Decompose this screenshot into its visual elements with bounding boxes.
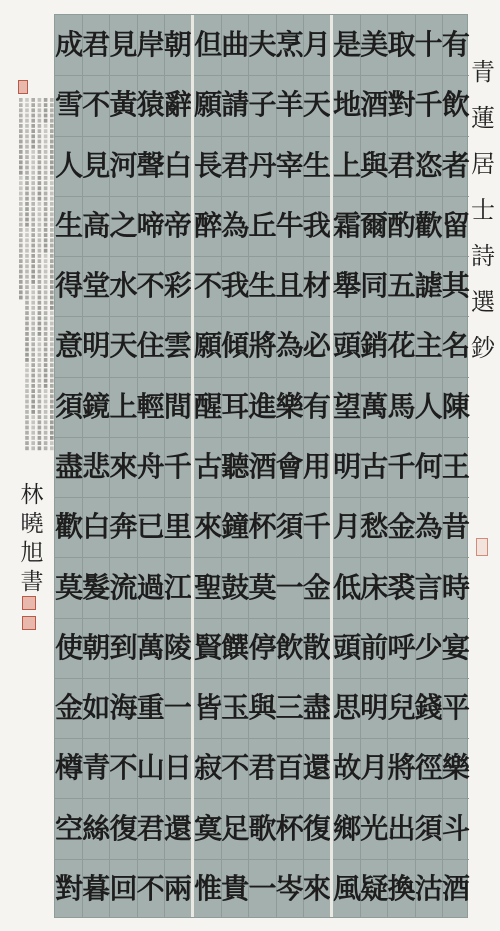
seal-script-character: 盡 <box>302 691 330 725</box>
seal-script-character: 斗 <box>441 811 469 845</box>
seal-script-character: 玉 <box>221 691 249 725</box>
signature-character: 旭 <box>20 540 44 566</box>
seal-script-character: 古 <box>194 449 222 483</box>
seal-script-character: 生 <box>302 148 330 182</box>
seal-script-character: 前 <box>360 630 388 664</box>
seal-script-character: 取 <box>387 28 415 62</box>
seal-script-character: 者 <box>441 148 469 182</box>
seal-script-character: 丘 <box>248 208 276 242</box>
seal-script-character: 烹 <box>275 28 303 62</box>
seal-script-character: 願 <box>194 88 222 122</box>
seal-script-character: 到 <box>109 630 137 664</box>
seal-script-character: 千 <box>163 449 191 483</box>
seal-script-character: 上 <box>109 389 137 423</box>
seal-script-character: 有 <box>441 28 469 62</box>
seal-script-character: 悲 <box>82 449 110 483</box>
seal-script-character: 不 <box>221 751 249 785</box>
seal-script-character: 盡 <box>55 449 83 483</box>
seal-script-character: 疑 <box>360 871 388 905</box>
seal-script-character: 空 <box>55 811 83 845</box>
seal-script-character: 陳 <box>441 389 469 423</box>
seal-script-character: 天 <box>109 329 137 363</box>
seal-script-character: 鼓 <box>221 570 249 604</box>
seal-script-character: 金 <box>302 570 330 604</box>
seal-script-character: 君 <box>82 28 110 62</box>
seal-script-character: 來 <box>302 871 330 905</box>
seal-script-character: 古 <box>360 449 388 483</box>
seal-script-character: 願 <box>194 329 222 363</box>
seal-script-character: 宰 <box>275 148 303 182</box>
seal-script-character: 須 <box>275 510 303 544</box>
seal-script-character: 聽 <box>221 449 249 483</box>
seal-script-character: 帝 <box>163 208 191 242</box>
signature-character: 書 <box>20 569 44 595</box>
seal-script-character: 過 <box>136 570 164 604</box>
seal-script-character: 皆 <box>194 691 222 725</box>
seal-script-character: 三 <box>275 691 303 725</box>
seal-script-character: 恣 <box>414 148 442 182</box>
seal-script-character: 足 <box>221 811 249 845</box>
seal-script-character: 金 <box>55 691 83 725</box>
seal-script-character: 賢 <box>194 630 222 664</box>
seal-script-character: 不 <box>136 269 164 303</box>
seal-script-character: 用 <box>302 449 330 483</box>
seal-script-character: 河 <box>109 148 137 182</box>
seal-script-character: 曲 <box>221 28 249 62</box>
seal-script-character: 舟 <box>136 449 164 483</box>
seal-script-character: 徑 <box>414 751 442 785</box>
seal-script-character: 牛 <box>275 208 303 242</box>
seal-script-character: 爾 <box>360 208 388 242</box>
seal-script-character: 之 <box>109 208 137 242</box>
seal-script-character: 鄉 <box>333 811 361 845</box>
seal-script-character: 平 <box>441 691 469 725</box>
title-seal <box>476 538 488 556</box>
seal-script-character: 意 <box>55 329 83 363</box>
seal-script-character: 少 <box>414 630 442 664</box>
seal-script-character: 與 <box>360 148 388 182</box>
seal-script-character: 宴 <box>441 630 469 664</box>
seal-script-character: 君 <box>387 148 415 182</box>
seal-script-character: 雪 <box>55 88 83 122</box>
seal-script-character: 為 <box>275 329 303 363</box>
seal-script-character: 同 <box>360 269 388 303</box>
seal-script-character: 謔 <box>414 269 442 303</box>
seal-script-character: 海 <box>109 691 137 725</box>
seal-script-character: 朝 <box>82 630 110 664</box>
seal-script-character: 鏡 <box>82 389 110 423</box>
seal-script-character: 一 <box>163 691 191 725</box>
seal-script-character: 鐘 <box>221 510 249 544</box>
seal-script-character: 呼 <box>387 630 415 664</box>
seal-script-character: 我 <box>221 269 249 303</box>
seal-script-character: 將 <box>248 329 276 363</box>
seal-script-character: 酒 <box>441 871 469 905</box>
seal-script-character: 已 <box>136 510 164 544</box>
seal-script-character: 重 <box>136 691 164 725</box>
seal-script-character: 天 <box>302 88 330 122</box>
signature-character: 林 <box>20 482 44 508</box>
seal-script-character: 萬 <box>136 630 164 664</box>
seal-script-character: 為 <box>221 208 249 242</box>
seal-script-character: 君 <box>221 148 249 182</box>
seal-script-character: 猿 <box>136 88 164 122</box>
seal-script-character: 莫 <box>248 570 276 604</box>
seal-script-character: 進 <box>248 389 276 423</box>
title-character: 居 <box>471 150 495 178</box>
seal-script-character: 兩 <box>163 871 191 905</box>
seal-script-character: 我 <box>302 208 330 242</box>
seal-script-character: 一 <box>275 570 303 604</box>
seal-script-character: 如 <box>82 691 110 725</box>
seal-script-character: 江 <box>163 570 191 604</box>
signature-block <box>17 484 47 600</box>
seal-script-character: 愁 <box>360 510 388 544</box>
seal-script-character: 沽 <box>414 871 442 905</box>
seal-script-character: 明 <box>360 691 388 725</box>
seal-script-character: 換 <box>387 871 415 905</box>
seal-script-character: 風 <box>333 871 361 905</box>
seal-script-character: 主 <box>414 329 442 363</box>
inscription-block <box>14 96 54 456</box>
title-character: 士 <box>471 196 495 224</box>
seal-script-character: 見 <box>109 28 137 62</box>
seal-script-character: 白 <box>163 148 191 182</box>
seal-script-character: 為 <box>414 510 442 544</box>
seal-script-character: 霜 <box>333 208 361 242</box>
seal-script-character: 輕 <box>136 389 164 423</box>
seal-script-character: 長 <box>194 148 222 182</box>
title-character: 鈔 <box>471 334 495 362</box>
seal-script-character: 停 <box>248 630 276 664</box>
seal-script-character: 使 <box>55 630 83 664</box>
seal-script-character: 美 <box>360 28 388 62</box>
seal-script-character: 岸 <box>136 28 164 62</box>
seal-script-character: 復 <box>109 811 137 845</box>
seal-script-character: 光 <box>360 811 388 845</box>
seal-script-character: 頭 <box>333 329 361 363</box>
seal-script-character: 月 <box>360 751 388 785</box>
seal-script-character: 啼 <box>136 208 164 242</box>
seal-script-character: 間 <box>163 389 191 423</box>
seal-script-character: 時 <box>441 570 469 604</box>
seal-script-character: 明 <box>333 449 361 483</box>
seal-script-character: 辭 <box>163 88 191 122</box>
seal-script-character: 羊 <box>275 88 303 122</box>
seal-script-character: 還 <box>302 751 330 785</box>
seal-script-character: 丹 <box>248 148 276 182</box>
seal-script-character: 歡 <box>414 208 442 242</box>
seal-script-character: 歌 <box>248 811 276 845</box>
seal-script-character: 來 <box>194 510 222 544</box>
seal-script-character: 頭 <box>333 630 361 664</box>
seal-script-character: 饌 <box>221 630 249 664</box>
seal-script-character: 不 <box>136 871 164 905</box>
seal-script-character: 千 <box>302 510 330 544</box>
seal-script-character: 聖 <box>194 570 222 604</box>
seal-script-character: 出 <box>387 811 415 845</box>
seal-script-character: 一 <box>248 871 276 905</box>
title-character: 蓮 <box>471 104 495 132</box>
seal-script-character: 成 <box>55 28 83 62</box>
seal-script-character: 會 <box>275 449 303 483</box>
seal-script-character: 必 <box>302 329 330 363</box>
seal-script-character: 里 <box>163 510 191 544</box>
title-character: 詩 <box>471 242 495 270</box>
seal-script-character: 絲 <box>82 811 110 845</box>
seal-script-character: 堂 <box>82 269 110 303</box>
seal-script-character: 白 <box>82 510 110 544</box>
seal-script-character: 還 <box>163 811 191 845</box>
seal-script-character: 醒 <box>194 389 222 423</box>
seal-script-character: 飲 <box>441 88 469 122</box>
seal-script-character: 月 <box>302 28 330 62</box>
seal-script-character: 朝 <box>163 28 191 62</box>
seal-script-character: 月 <box>333 510 361 544</box>
seal-script-character: 人 <box>414 389 442 423</box>
seal-script-character: 花 <box>387 329 415 363</box>
seal-script-character: 百 <box>275 751 303 785</box>
seal-script-character: 何 <box>414 449 442 483</box>
seal-script-character: 樽 <box>55 751 83 785</box>
seal-script-character: 須 <box>55 389 83 423</box>
seal-script-character: 奔 <box>109 510 137 544</box>
seal-script-character: 不 <box>82 88 110 122</box>
seal-script-character: 回 <box>109 871 137 905</box>
seal-script-character: 酌 <box>387 208 415 242</box>
seal-script-character: 杯 <box>248 510 276 544</box>
seal-script-character: 惟 <box>194 871 222 905</box>
seal-script-character: 王 <box>441 449 469 483</box>
title-character: 青 <box>471 58 495 86</box>
seal-script-character: 將 <box>387 751 415 785</box>
seal-script-character: 對 <box>387 88 415 122</box>
seal-script-character: 銷 <box>360 329 388 363</box>
seal-script-character: 不 <box>109 751 137 785</box>
seal-script-character: 五 <box>387 269 415 303</box>
seal-script-character: 黃 <box>109 88 137 122</box>
seal-script-character: 子 <box>248 88 276 122</box>
seal-script-character: 散 <box>302 630 330 664</box>
seal-script-character: 高 <box>82 208 110 242</box>
seal-script-character: 是 <box>333 28 361 62</box>
seal-script-character: 須 <box>414 811 442 845</box>
seal-script-character: 材 <box>302 269 330 303</box>
seal-script-character: 樂 <box>275 389 303 423</box>
title-character: 選 <box>471 288 495 316</box>
seal-script-character: 馬 <box>387 389 415 423</box>
seal-script-character: 山 <box>136 751 164 785</box>
seal-script-character: 流 <box>109 570 137 604</box>
seal-script-character: 君 <box>136 811 164 845</box>
seal-script-character: 與 <box>248 691 276 725</box>
seal-script-character: 見 <box>82 148 110 182</box>
seal-script-character: 裘 <box>387 570 415 604</box>
seal-script-character: 寞 <box>194 811 222 845</box>
seal-script-character: 人 <box>55 148 83 182</box>
seal-script-character: 髮 <box>82 570 110 604</box>
seal-script-character: 水 <box>109 269 137 303</box>
title-column <box>466 60 500 382</box>
artist-seal-2 <box>22 616 36 630</box>
seal-script-character: 醉 <box>194 208 222 242</box>
seal-script-character: 飲 <box>275 630 303 664</box>
seal-script-character: 彩 <box>163 269 191 303</box>
seal-script-character: 千 <box>387 449 415 483</box>
seal-script-character: 莫 <box>55 570 83 604</box>
seal-script-character: 昔 <box>441 510 469 544</box>
seal-script-character: 且 <box>275 269 303 303</box>
signature-character: 曉 <box>20 511 44 537</box>
seal-script-character: 來 <box>109 449 137 483</box>
seal-script-character: 金 <box>387 510 415 544</box>
seal-script-character: 兒 <box>387 691 415 725</box>
seal-script-character: 不 <box>194 269 222 303</box>
seal-script-character: 十 <box>414 28 442 62</box>
seal-script-character: 陵 <box>163 630 191 664</box>
seal-script-character: 傾 <box>221 329 249 363</box>
seal-script-character: 萬 <box>360 389 388 423</box>
seal-script-character: 青 <box>82 751 110 785</box>
seal-script-character: 低 <box>333 570 361 604</box>
seal-script-character: 明 <box>82 329 110 363</box>
seal-script-character: 上 <box>333 148 361 182</box>
seal-script-character: 對 <box>55 871 83 905</box>
seal-script-character: 貴 <box>221 871 249 905</box>
seal-script-character: 地 <box>333 88 361 122</box>
seal-script-character: 歡 <box>55 510 83 544</box>
seal-script-character: 酒 <box>248 449 276 483</box>
seal-script-character: 復 <box>302 811 330 845</box>
seal-script-character: 言 <box>414 570 442 604</box>
seal-script-character: 雲 <box>163 329 191 363</box>
seal-script-character: 千 <box>414 88 442 122</box>
seal-script-character: 生 <box>55 208 83 242</box>
seal-script-character: 樂 <box>441 751 469 785</box>
seal-script-character: 留 <box>441 208 469 242</box>
seal-script-character: 床 <box>360 570 388 604</box>
seal-script-character: 有 <box>302 389 330 423</box>
seal-script-character: 住 <box>136 329 164 363</box>
seal-script-character: 得 <box>55 269 83 303</box>
seal-script-character: 日 <box>163 751 191 785</box>
seal-script-character: 酒 <box>360 88 388 122</box>
seal-script-character: 思 <box>333 691 361 725</box>
inscription-text-texture <box>14 96 54 456</box>
seal-script-character: 耳 <box>221 389 249 423</box>
leading-seal <box>18 80 28 94</box>
seal-script-character: 錢 <box>414 691 442 725</box>
calligraphy-paper <box>54 14 468 918</box>
artist-seal-1 <box>22 596 36 610</box>
seal-script-character: 夫 <box>248 28 276 62</box>
seal-script-character: 但 <box>194 28 222 62</box>
seal-script-character: 舉 <box>333 269 361 303</box>
seal-script-character: 望 <box>333 389 361 423</box>
seal-script-character: 故 <box>333 751 361 785</box>
seal-script-character: 寂 <box>194 751 222 785</box>
seal-script-character: 岑 <box>275 871 303 905</box>
seal-script-character: 杯 <box>275 811 303 845</box>
seal-script-character: 聲 <box>136 148 164 182</box>
seal-script-character: 暮 <box>82 871 110 905</box>
seal-script-character: 名 <box>441 329 469 363</box>
seal-script-character: 生 <box>248 269 276 303</box>
seal-script-character: 其 <box>441 269 469 303</box>
seal-script-character: 君 <box>248 751 276 785</box>
seal-script-character: 請 <box>221 88 249 122</box>
